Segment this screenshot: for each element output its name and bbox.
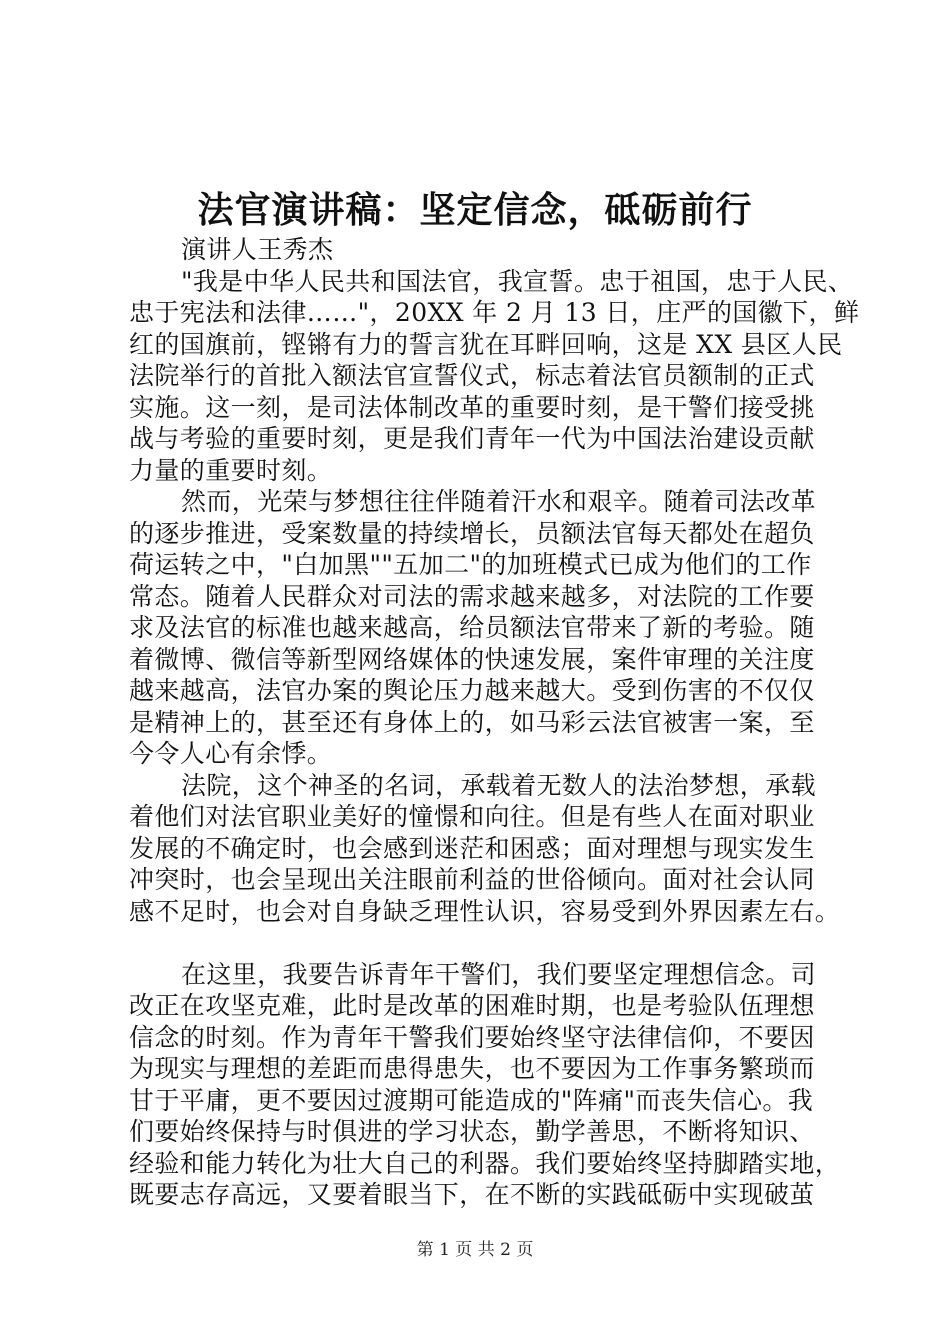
paragraph-2-line: 的逐步推进，受案数量的持续增长，员额法官每天都处在超负 [129, 518, 815, 548]
paragraph-1-line: 实施。这一刻，是司法体制改革的重要时刻，是干警们接受挑 [129, 392, 815, 422]
paragraph-4-line: 为现实与理想的差距而患得患失，也不要因为工作事务繁琐而 [129, 1054, 815, 1083]
paragraph-1-line: 忠于宪法和法律……"，20XX 年 2 月 13 日，庄严的国徽下，鲜 [129, 298, 860, 327]
paragraph-2-line: 着微博、微信等新型网络媒体的快速发展，案件审理的关注度 [129, 644, 815, 674]
paragraph-2-line: 然而，光荣与梦想往往伴随着汗水和艰辛。随着司法改革 [181, 487, 817, 516]
paragraph-4-line: 既要志存高远，又要着眼当下，在不断的实践砥砺中实现破茧 [129, 1180, 815, 1209]
speaker-line: 演讲人王秀杰 [181, 235, 334, 264]
page-footer: 第 1 页 共 2 页 [416, 1240, 534, 1260]
paragraph-2-line: 常态。随着人民群众对司法的需求越来越多，对法院的工作要 [129, 581, 815, 611]
paragraph-3-line: 发展的不确定时，也会感到迷茫和困惑；面对理想与现实发生 [129, 833, 815, 863]
document-title: 法官演讲稿：坚定信念，砥砺前行 [197, 189, 753, 231]
paragraph-3-line: 着他们对法官职业美好的憧憬和向往。但是有些人在面对职业 [129, 802, 815, 831]
paragraph-gap [129, 927, 829, 959]
paragraph-1-line: "我是中华人民共和国法官，我宣誓。忠于祖国，忠于人民、 [181, 266, 854, 296]
paragraph-2-line: 越来越高，法官办案的舆论压力越来越大。受到伤害的不仅仅 [129, 676, 815, 705]
paragraph-2-line: 荷运转之中，"白加黑""五加二"的加班模式已成为他们的工作 [129, 550, 812, 579]
paragraph-1-line: 法院举行的首批入额法官宣誓仪式，标志着法官员额制的正式 [129, 361, 815, 390]
paragraph-2-line: 求及法官的标准也越来越高，给员额法官带来了新的考验。随 [129, 613, 815, 642]
paragraph-1-line: 战与考验的重要时刻，更是我们青年一代为中国法治建设贡献 [129, 424, 815, 453]
paragraph-3-line: 感不足时，也会对自身缺乏理性认识，容易受到外界因素左右。 [129, 896, 841, 926]
paragraph-3-line: 法院，这个神圣的名词，承载着无数人的法治梦想，承载 [181, 770, 817, 800]
paragraph-2-line: 是精神上的，甚至还有身体上的，如马彩云法官被害一案，至 [129, 707, 815, 737]
paragraph-4-line: 信念的时刻。作为青年干警我们要始终坚守法律信仰，不要因 [129, 1022, 815, 1052]
paragraph-4-line: 改正在攻坚克难，此时是改革的困难时期，也是考验队伍理想 [129, 991, 815, 1020]
paragraph-4-line: 在这里，我要告诉青年干警们，我们要坚定理想信念。司 [181, 959, 817, 989]
paragraph-4-line: 经验和能力转化为壮大自己的利器。我们要始终坚持脚踏实地， [129, 1148, 841, 1178]
paragraph-4-line: 们要始终保持与时俱进的学习状态，勤学善思，不断将知识、 [129, 1117, 815, 1146]
paragraph-1-line: 红的国旗前，铿锵有力的誓言犹在耳畔回响，这是 XX 县区人民 [129, 329, 843, 359]
paragraph-3-line: 冲突时，也会呈现出关注眼前利益的世俗倾向。面对社会认同 [129, 865, 815, 894]
document-body [129, 234, 860, 1211]
paragraph-4-line: 甘于平庸，更不要因过渡期可能造成的"阵痛"而丧失信心。我 [129, 1085, 814, 1115]
paragraph-1-line: 力量的重要时刻。 [129, 455, 333, 485]
paragraph-2-line: 今令人心有余悸。 [129, 739, 333, 768]
